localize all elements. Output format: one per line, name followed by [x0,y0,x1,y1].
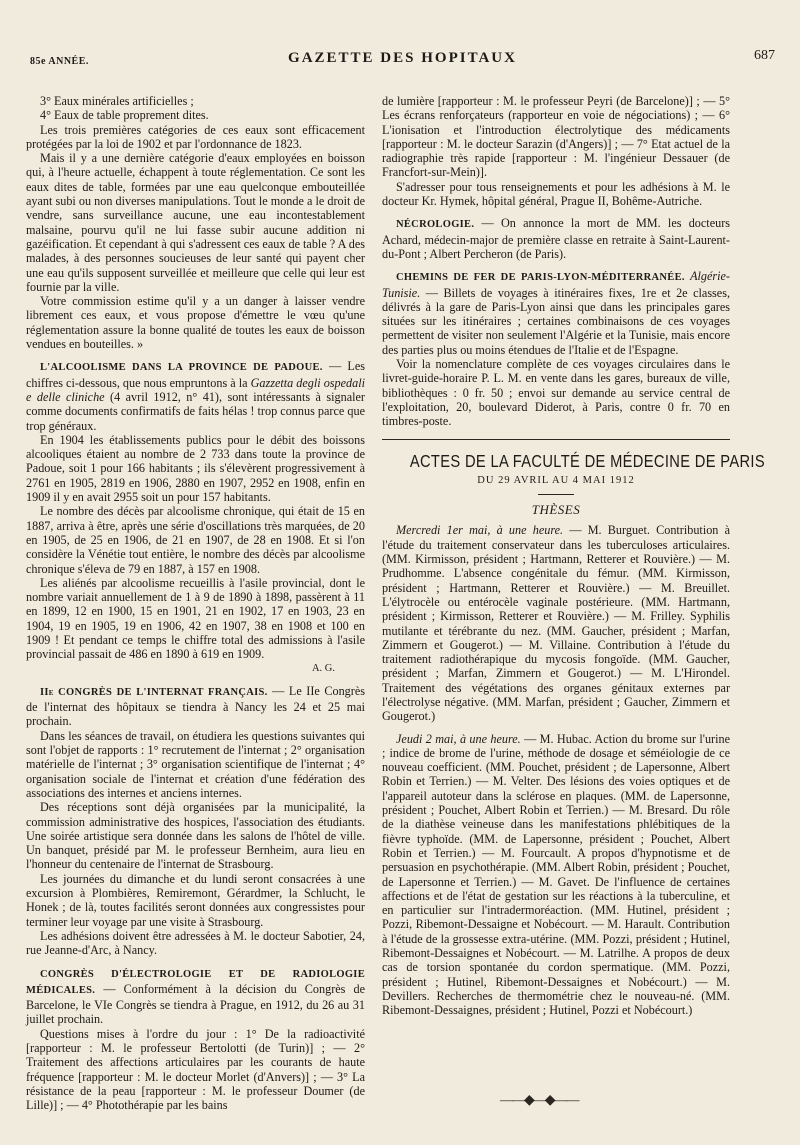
paragraph: En 1904 les établissements publics pour le débit des boissons alcooliques étaient au nombre de 2 733 dans toute la province de Padoue, soit 1 pour 166 habitants ; ils s'élevèrent progressivement à 2761 en 1905, 2819 en 1906, 2880 en 1907, 2952 en 1908, enfin en 1909 il y en avait 2955 soit un pour 157 habitants. [26,432,365,505]
paragraph: S'adresser pour tous renseignements et pour les adhésions à M. le docteur Kr. Hymek, hôpital général, Prague II, Bohême-Autriche. [382,179,730,209]
paragraph: Les adhésions doivent être adressées à M. le docteur Sabotier, 24, rue Jeanne-d'Arc, à Nancy. [26,928,365,958]
subsection-title: THÈSES [531,502,581,518]
article-internat [26,684,365,729]
journal-name: Gazzetta degli ospedali e delle cliniche [26,375,365,404]
theses-wednesday [382,523,730,723]
article-necrologie [382,216,730,261]
article-text: (4 avril 1912, n° 41), sont intéressants à signaler comme documents confirmatifs de faits hélas ! trop connus parce que trop généraux. [26,389,365,433]
article-title: CONGRÈS D'ÉLECTROLOGIE ET DE RADIOLOGIE MÉDICALES. [26,968,365,996]
article-text: — Conformément à la décision du Congrès de Barcelone, le VIe Congrès se tiendra à Prague, en 1912, du 26 au 31 juillet prochain. [26,981,366,1027]
section-title: ACTES DE LA FACULTÉ DE MÉDECINE DE PARIS [409,450,766,471]
section-date: DU 29 AVRIL AU 4 MAI 1912 [477,474,635,486]
theses-list: — M. Burguet. Contribution à l'étude du traitement conservateur dans les tuberculoses articulaires. (MM. Kirmisson, président ; Hartmann, Retterer et Rouvière.) — M. Prudhomme. L'absence congénitale du fémur. (MM. Kirmisson, président ; Hartmann, Retterer et Rouvière.) — M. Breuillet. L'élytrocèle ou entérocèle vaginale postérieure. (MM. Hartmann, président ; Kirmisson, Retterer et Rouvière.) — M. Frilley. Syphilis mutilante et térébrante du nez. (MM. Gaucher, président ; Marfan, Zimmern et Gougerot.) — M. Villaine. Contribution à l'étude du traitement radiothérapique du mycosis fongoïde. (MM. Gaucher, président ; Marfan, Zimmern et Gougerot.) — M. L'Hirondel. Traitement des végétations des organes génitaux externes par l'électrolyse négative. (MM. Marfan, président ; Gaucher, Zimmern et Gougerot.) [382,523,731,724]
session-date: Mercredi 1er mai, à une heure. [396,523,564,538]
paragraph: Les journées du dimanche et du lundi seront consacrées à une excursion à Plombières, Remiremont, Gérardmer, la Schlucht, le Honek ; de là, toutes facilités seront données aux congressistes pour terminer leur voyage par une visite à Strasbourg. [26,871,365,929]
article-electrologie [26,966,365,1027]
article-title: CHEMINS DE FER DE PARIS-LYON-MÉDITERRANÉE. [396,272,685,284]
article-text: — Les chiffres ci-dessous, que nous empruntons à la [26,359,365,390]
journal-title: GAZETTE DES HOPITAUX [288,50,517,66]
paragraph: Les trois premières catégories de ces eaux sont efficacement protégées par la loi de 1902 et par l'ordonnance de 1823. [26,122,365,151]
article-title: L'ALCOOLISME DANS LA PROVINCE DE PADOUE. [40,362,323,374]
end-ornament: ——◆—◆—— [500,1093,578,1108]
author-initials: A. G. [311,662,335,674]
article-text: — Le IIe Congrès de l'internat des hôpitaux se tiendra à Nancy les 24 et 25 mai prochain. [26,683,365,729]
paragraph: Voir la nomenclature complète de ces voyages circulaires dans le livret-guide-horaire P. L. M. en vente dans les gares, bureaux de ville, bibliothèques : 0 fr. 50 ; envoi sur demande au service central de l'exploitation, 20, boulevard Diderot, à Paris, contre 0 fr. 70 en timbres-poste. [382,357,730,429]
left-column [26,94,365,1112]
right-column [382,94,766,1018]
article-subtitle: Algérie-Tunisie. [382,269,730,300]
article-alcoolisme [26,359,365,432]
paragraph: Des réceptions sont déjà organisées par la municipalité, la commission administrative des hospices, l'association des étudiants. Une soirée artistique sera donnée dans les salons de l'hôtel de ville. Un banquet, présidé par M. le professeur Bernheim, aura lieu en l'honneur du centenaire de l'internat de Strasbourg. [26,800,365,872]
article-text: — Billets de voyages à itinéraires fixes, 1re et 2e classes, délivrés à la gare de Paris-Lyon ainsi que dans les principales gares situées sur les itinéraires ; certaines combinaisons de ces voyages permettent de visiter non seulement l'Algérie et la Tunisie, mais encore des parties plus ou moins étendues de l'Italie et de l'Espagne. [382,285,730,357]
session-date: Jeudi 2 mai, à une heure. [396,731,521,746]
paragraph: Questions mises à l'ordre du jour : 1° De la radioactivité [rapporteur : M. le professeur Bertolotti (de Turin)] ; — 2° Traitement des affections articulaires par les courants de haute fréquence [rapporteur : M. le docteur Morlet (d'Anvers)] ; — 3° La résistance de la peau [rapporteur : M. le professeur Doumer (de Lille)] ; — 4° Photothérapie par les bains [26,1026,365,1113]
article-title: IIe CONGRÈS DE L'INTERNAT FRANÇAIS. [40,686,268,698]
paragraph: Dans les séances de travail, on étudiera les questions suivantes qui sont l'objet de rapports : 1° recrutement de l'internat ; 2° organisation matérielle de l'internat ; 3° organisation scientifique de l'internat ; 4° organisation sociale de l'internat et création d'une fédération des associations des internes et anciens internes. [26,728,365,800]
article-chemins-de-fer [382,269,730,357]
short-divider [538,494,574,495]
paragraph: Le nombre des décès par alcoolisme chronique, qui était de 15 en 1887, arriva à être, après une série d'oscillations très marquées, de 20 en 1905, de 25 en 1906, de 21 en 1907, de 28 en 1908. Et si l'on considère la Vénétie tout entière, le nombre des décès par alcoolisme chronique s'éleva de 79 en 1887, à 157 en 1908. [26,504,365,576]
article-text: — On annonce la mort de MM. les docteurs Achard, médecin-major de première classe en retraite à Saint-Laurent-du-Pont ; Albert Percheron (de Paris). [382,216,730,261]
article-title: NÉCROLOGIE. [396,219,475,231]
section-divider [382,439,730,440]
paragraph: Votre commission estime qu'il y a un danger à laisser vendre librement ces eaux, et vous propose d'émettre le vœu qu'une réglementation assure la bonne qualité de toutes les eaux de boisson vendues en bouteilles. » [26,294,365,352]
running-head [30,48,775,70]
paragraph: 4° Eaux de table proprement dites. [40,108,209,123]
paragraph: 3° Eaux minérales artificielles ; [40,94,194,108]
theses-list: — M. Hubac. Action du brome sur l'urine ; indice de brome de l'urine, méthode de dosage et séméiologie de ce nouveau coefficient. (MM. Pouchet, président ; de Lapersonne, Albert Robin et Terrien.) — M. Velter. Des lésions des voies optiques et de l'appareil autoteur dans la sclérose en plaques. (MM. de Lapersonne, président ; Pouchet, Albert Robin et Terrien.) — M. Bresard. Du rôle de la diathèse veineuse dans les manifestations phlébitiques de la fièvre typhoïde. (MM. de Lapersonne, président ; Pouchet, Albert Robin et Terrien.) — M. Fourcault. A propos d'hypnotisme et de persuasion en psychothérapie. (MM. Albert Robin, président ; Pouchet, de Lapersonne et Terrien.) — M. Gavet. De l'influence de certaines affections et de l'état de gestation sur les réactions à la tuberculine, et en particulier sur l'intradermoréaction. (MM. Hutinel, président ; Pozzi, Ribemont-Dessaigne et Nobécourt. — M. Harault. Contribution à l'étude de la grossesse extra-utérine. (MM. Pozzi, président ; Hutinel, Ribemont-Dessaignes et Nobécourt. — M. Latrilhe. A propos de deux cas de torsion spontanée du cordon spermatique. (MM. Pozzi, président ; Hutinel, Ribemont-Dessaignes et Nobécourt.) — M. Devillers. Recherches de thermométrie chez le nouveau-né. (MM. Ribemont-Dessaignes, président ; Hutinel, Pozzi et Nobécourt.) [382,731,730,1018]
volume-year: 85e ANNÉE. [30,56,89,67]
paragraph: de lumière [rapporteur : M. le professeur Peyri (de Barcelone)] ; — 5° Les écrans renforçateurs (rapporteur en voie de négociations) ; — 6° L'ionisation et l'introduction électrolytique des médicaments [rapporteur : M. le docteur Sarazin (d'Angers)] ; — 7° Etat actuel de la radiographie très rapide [rapporteur : M. l'ingénieur Dessauer (de Francfort-sur-Mein)]. [382,94,730,180]
page-number: 687 [754,48,775,63]
paragraph: Les aliénés par alcoolisme recueillis à l'asile provincial, dont le nombre variait annuellement de 1 à 9 de 1890 à 1898, passèrent à 11 en 1899, 12 en 1900, 15 en 1901, 21 en 1902, 17 en 1903, 23 en 1904, 19 en 1905, 19 en 1906, 42 en 1907, 38 en 1908 et 100 en 1909 ! Et pendant ce temps le chiffre total des admissions à l'asile provincial passait de 486 en 1890 à 619 en 1909. [26,575,365,662]
theses-thursday [382,732,730,1018]
paragraph: Mais il y a une dernière catégorie d'eaux employées en boisson qui, à l'heure actuelle, échappent à toute réglementation. Ce sont les eaux dites de table, formées par une eau quelconque embouteillée ayant subi ou non diverses manipulations. Tout le monde a le droit de vendre, sans surveillance aucune, une eau incontestablement malsaine, pourvu qu'il ne lui fasse subir aucune addition ni gazéification. Et cependant à qui s'adressent ces eaux de table ? A des malades, à des personnes soucieuses de leur santé qui payent cher une eau qu'ils supposent surveillée et meilleure que celle qui leur est fournie par la ville. [26,151,365,294]
